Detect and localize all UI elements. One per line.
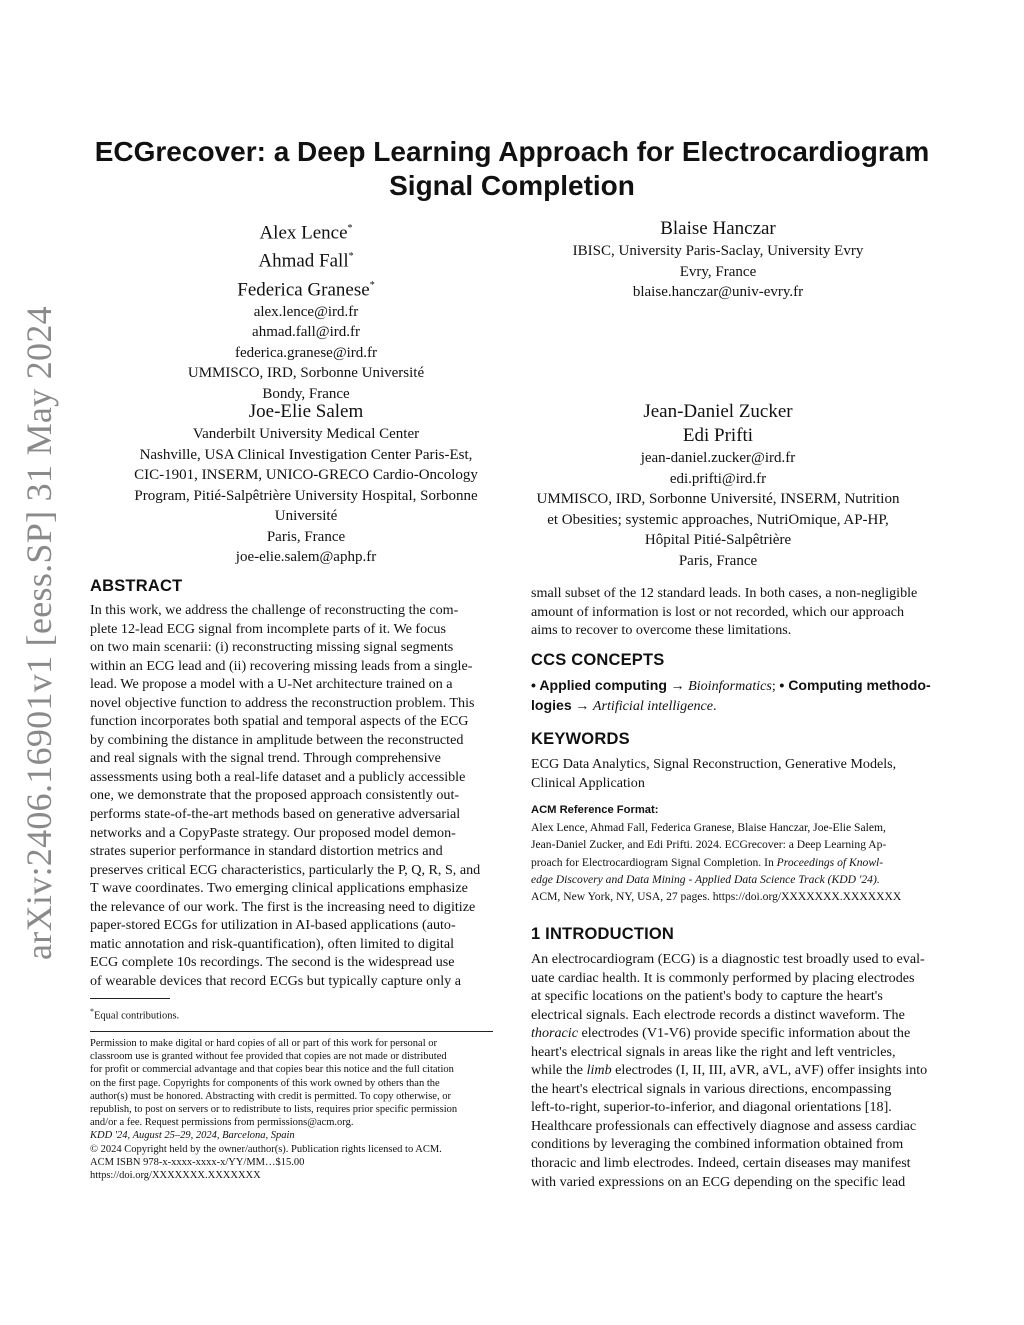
author-affiliation: Université [274, 508, 338, 524]
permission-line: republish, to post on servers or to redistribute to lists, requires prior specific permission [90, 1104, 458, 1116]
intro-text: while the [531, 1062, 587, 1079]
abstract-line: novel objective function to address the reconstruction problem. This [90, 694, 475, 711]
equal-contribution-mark: * [90, 1007, 94, 1016]
author-location: Paris, France [678, 552, 758, 569]
arrow-icon: → [670, 678, 685, 694]
author-group-1 [106, 217, 506, 404]
author-name: Blaise Hanczar [660, 218, 776, 239]
abstract-line: matic annotation and risk-quantification), often limited to digital [90, 935, 454, 952]
reference-line: Jean-Daniel Zucker, and Edi Prifti. 2024. ECGrecover: a Deep Learning Ap- [531, 838, 887, 852]
abstract-line: aims to recover to overcome these limitations. [531, 622, 792, 639]
reference-venue: Proceedings of Knowl- [776, 855, 884, 869]
author-email[interactable]: alex.lence@ird.fr [253, 303, 359, 320]
ccs-concept: • Computing methodo- [779, 677, 931, 693]
permission-line: classroom use is granted without fee provided that copies are not made or distributed [90, 1051, 447, 1063]
reference-text: proach for Electrocardiogram Signal Completion. In [531, 855, 777, 869]
intro-line: at specific locations on the patient's body to capture the heart's [531, 988, 883, 1005]
abstract-line: networks and a CopyPaste strategy. Our proposed model demon- [90, 824, 456, 841]
author-email[interactable]: jean-daniel.zucker@ird.fr [640, 450, 796, 466]
intro-term: limb [586, 1062, 612, 1079]
author-group-4 [503, 400, 933, 571]
author-affiliation: UMMISCO, IRD, Sorbonne Université, INSERM, Nutrition [536, 491, 900, 507]
abstract-line: paper-stored ECGs for utilization in AI-based applications (auto- [90, 917, 456, 934]
author-location: Evry, France [679, 263, 757, 280]
acm-reference [531, 802, 935, 905]
title-line-1: ECGrecover: a Deep Learning Approach for Electrocardiogram [94, 136, 930, 167]
reference-line: ACM, New York, NY, USA, 27 pages. https://doi.org/XXXXXXX.XXXXXXX [531, 890, 902, 904]
author-email[interactable]: edi.prifti@ird.fr [669, 470, 767, 487]
ccs-concept: • Applied computing [531, 677, 667, 693]
intro-line: left-to-right, superior-to-inferior, and diagonal orientations [18]. [531, 1099, 892, 1116]
permission-line: for profit or commercial advantage and that copies bear this notice and the full citation [90, 1064, 454, 1076]
abstract-line: T wave coordinates. Two emerging clinical applications emphasize [90, 880, 468, 897]
author-email[interactable]: blaise.hanczar@univ-evry.fr [632, 284, 804, 300]
intro-line: the heart's electrical signals in various directions, encompassing [531, 1080, 892, 1097]
abstract-heading: ABSTRACT [90, 577, 183, 595]
abstract-line: amount of information is lost or not recorded, which our approach [531, 603, 904, 620]
equal-contribution-footnote: *Equal contributions. [90, 1007, 180, 1022]
author-name: Alex Lence* [259, 222, 353, 244]
permission-line: author(s) must be honored. Abstracting with credit is permitted. To copy otherwise, or [90, 1090, 451, 1102]
abstract-line: by combining the distance in amplitude between the reconstructed [90, 731, 464, 748]
abstract-line: performs state-of-the-art methods based on generative adversarial [90, 806, 461, 823]
author-affiliation: CIC-1901, INSERM, UNICO-GRECO Cardio-Oncology [134, 467, 478, 483]
introduction-heading: 1 INTRODUCTION [531, 925, 675, 943]
intro-term: thoracic [531, 1025, 578, 1042]
permission-rule [90, 1031, 493, 1032]
intro-line: conditions by leveraging the combined information obtained from [531, 1136, 904, 1153]
intro-text: electrodes (I, II, III, aVR, aVL, aVF) offer insights into [611, 1062, 928, 1079]
permission-notice [90, 1037, 493, 1182]
ccs-concept-cont: logies [531, 696, 572, 713]
abstract-line: function incorporates both spatial and temporal aspects of the ECG [90, 713, 469, 730]
introduction-body [531, 950, 935, 1191]
intro-line: heart's electrical signals in areas like the right and left ventricles, [531, 1043, 896, 1060]
arrow-icon: → [575, 697, 590, 714]
abstract-line: plete 12-lead ECG signal from incomplete parts of it. We focus [90, 620, 446, 637]
permission-line: Permission to make digital or hard copies of all or part of this work for personal or [90, 1038, 438, 1049]
intro-line: electrical signals. Each electrode records a distinct waveform. The [531, 1006, 905, 1023]
keywords-line: Clinical Application [531, 774, 645, 791]
abstract-line: on two main scenarii: (i) reconstructing missing signal segments [90, 639, 454, 656]
author-affiliation: UMMISCO, IRD, Sorbonne Université [187, 365, 425, 382]
author-name: Federica Granese* [237, 278, 375, 300]
abstract-line: ECG complete 10s recordings. The second is the widespread use [90, 954, 455, 971]
copyright-line: © 2024 Copyright held by the owner/author(s). Publication rights licensed to ACM. [90, 1143, 442, 1155]
author-affiliation: et Obesities; systemic approaches, NutriOmique, AP-HP, [547, 511, 889, 528]
title-line-2: Signal Completion [389, 170, 635, 201]
abstract-line: small subset of the 12 standard leads. In both cases, a non-negligible [531, 585, 918, 601]
keywords-heading: KEYWORDS [531, 730, 630, 748]
author-name: Joe-Elie Salem [248, 401, 364, 422]
abstract-line: within an ECG lead and (ii) recovering missing leads from a single- [90, 657, 473, 674]
author-location: Paris, France [266, 528, 346, 545]
reference-venue: edge Discovery and Data Mining - Applied Data Science Track (KDD '24). [531, 872, 880, 886]
intro-line: An electrocardiogram (ECG) is a diagnostic test broadly used to eval- [531, 951, 925, 967]
abstract-line: assessments using both a real-life dataset and a publicly accessible [90, 768, 466, 785]
ccs-end: . [713, 697, 717, 714]
author-affiliation: Nashville, USA Clinical Investigation Center Paris-Est, [139, 446, 473, 463]
permission-line: on the first page. Copyrights for components of this work owned by others than the [90, 1077, 440, 1089]
intro-line: with varied expressions on an ECG depending on the specific lead [531, 1173, 906, 1190]
abstract-line: lead. We propose a model with a U-Net architecture trained on a [90, 676, 453, 693]
author-name: Jean-Daniel Zucker [643, 401, 793, 422]
abstract-continuation [531, 584, 935, 640]
author-email[interactable]: joe-elie.salem@aphp.fr [235, 549, 377, 565]
keywords-body [531, 755, 935, 792]
arxiv-identifier: arXiv:2406.16901v1 [eess.SP] 31 May 2024 [19, 306, 59, 960]
permission-line: and/or a fee. Request permissions from permissions@acm.org. [90, 1117, 354, 1129]
author-email[interactable]: ahmad.fall@ird.fr [252, 324, 360, 341]
author-affiliation: Program, Pitié-Salpêtrière University Hospital, Sorbonne [134, 487, 478, 504]
equal-contribution-mark: * [369, 279, 375, 291]
author-location: Bondy, France [262, 385, 350, 402]
abstract-line: of wearable devices that record ECGs but typically capture only a [90, 972, 461, 989]
conference-info: KDD '24, August 25–29, 2024, Barcelona, Spain [90, 1130, 295, 1142]
ccs-body [531, 676, 935, 715]
reference-line: Alex Lence, Ahmad Fall, Federica Granese, Blaise Hanczar, Joe-Elie Salem, [531, 821, 886, 835]
ccs-term: Bioinformatics [688, 678, 772, 694]
intro-text: electrodes (V1-V6) provide specific information about the [577, 1025, 911, 1042]
author-affiliation: IBISC, University Paris-Saclay, University Evry [572, 243, 864, 259]
author-affiliation: Vanderbilt University Medical Center [192, 426, 420, 442]
abstract-line: the relevance of our work. The first is the increasing need to digitize [90, 898, 476, 915]
equal-contribution-mark: * [347, 223, 353, 234]
intro-line: uate cardiac health. It is commonly performed by placing electrodes [531, 969, 915, 986]
abstract-line: and real signals with the signal trend. Through comprehensive [90, 750, 441, 767]
author-name: Ahmad Fall* [258, 250, 354, 272]
ccs-term: Artificial intelligence [592, 697, 714, 714]
ccs-separator: ; [771, 678, 776, 694]
abstract-line: strates superior performance in standard distortion metrics and [90, 843, 443, 860]
paper-title [92, 135, 932, 203]
keywords-line: ECG Data Analytics, Signal Reconstruction, Generative Models, [531, 756, 897, 772]
ccs-heading: CCS CONCEPTS [531, 651, 665, 669]
isbn-line: ACM ISBN 978-x-xxxx-xxxx-x/YY/MM…$15.00 [90, 1156, 305, 1168]
abstract-line: In this work, we address the challenge of reconstructing the com- [90, 602, 459, 618]
footnote-rule [90, 998, 170, 999]
author-name: Edi Prifti [682, 425, 754, 446]
abstract-body [90, 601, 493, 990]
author-affiliation: Hôpital Pitié-Salpêtrière [644, 532, 792, 548]
acm-reference-heading: ACM Reference Format: [531, 804, 659, 816]
equal-contribution-mark: * [348, 251, 354, 263]
abstract-line: preserves critical ECG characteristics, particularly the P, Q, R, S, and [90, 861, 481, 878]
doi-link[interactable]: https://doi.org/XXXXXXX.XXXXXXX [90, 1170, 261, 1182]
author-group-3 [90, 400, 522, 568]
author-group-2 [518, 217, 918, 303]
author-email[interactable]: federica.granese@ird.fr [234, 344, 378, 361]
abstract-line: one, we demonstrate that the proposed approach consistently out- [90, 787, 460, 804]
intro-line: thoracic and limb electrodes. Indeed, certain diseases may manifest [531, 1155, 911, 1172]
intro-line: Healthcare professionals can effectively diagnose and assess cardiac [531, 1117, 917, 1134]
